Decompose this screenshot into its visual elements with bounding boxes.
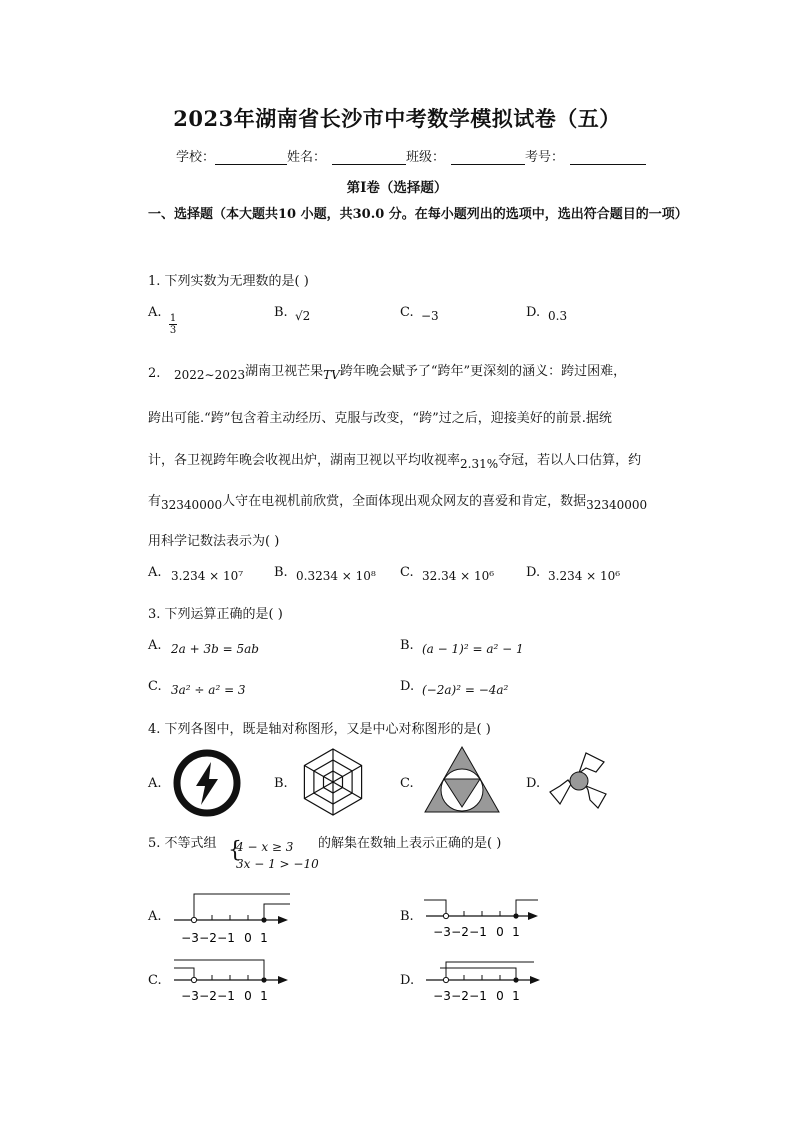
q2-text: 人守在电视机前欣赏，全面体现出观众网友的喜爱和肯定，数据	[222, 494, 587, 509]
q5-option-a-label: A.	[148, 909, 162, 924]
q2-text: 跨年晚会赋予了“跨年”更深刻的涵义：跨过困难，	[339, 364, 627, 379]
q4-stem: 4. 下列各图中，既是轴对称图形，又是中心对称图形的是( )	[148, 722, 491, 737]
q5-option-c-label: C.	[148, 973, 162, 988]
tick-label: −3	[181, 931, 199, 945]
q1-option-d-label: D.	[526, 305, 541, 320]
q1-option-a-fraction	[169, 313, 177, 336]
tick-label: −2	[451, 989, 469, 1003]
q2-option-c-value: 32.34 × 10⁶	[422, 569, 495, 583]
exam-no-label: 考号：	[525, 150, 565, 165]
q2-option-d-value: 3.234 × 10⁶	[548, 569, 621, 583]
tick-label: −2	[451, 925, 469, 939]
name-label: 姓名：	[287, 150, 327, 165]
q2-option-a-value: 3.234 × 10⁷	[171, 569, 244, 583]
q2-line-5: 用科学记数法表示为( )	[148, 534, 280, 549]
q2-rating: 2.31%	[460, 457, 499, 471]
q3-option-a-value: 2a + 3b = 5ab	[171, 642, 259, 656]
tick-label: −3	[181, 989, 199, 1003]
hexagon-web-icon	[297, 746, 369, 818]
fraction-denominator: 3	[169, 325, 177, 336]
q4-option-d-label: D.	[526, 776, 541, 791]
tick-label: −1	[217, 931, 235, 945]
q4-option-a-label: A.	[148, 776, 162, 791]
tick-label: −2	[199, 989, 217, 1003]
q5-inequality-2: 3x − 1 > −10	[236, 857, 319, 871]
q2-year-range: 2022∼2023	[174, 368, 246, 382]
q5-stem-end: 的解集在数轴上表示正确的是( )	[318, 836, 502, 851]
q3-stem: 3. 下列运算正确的是( )	[148, 607, 283, 622]
q3-option-d-label: D.	[400, 679, 415, 694]
tick-label: 1	[260, 989, 268, 1003]
tick-label: 1	[512, 989, 520, 1003]
q2-tv: TV	[323, 368, 340, 382]
q2-option-c-label: C.	[400, 565, 414, 580]
q3-option-a-label: A.	[148, 638, 162, 653]
q5-number-line-d	[420, 950, 550, 1010]
tick-label: 1	[260, 931, 268, 945]
q3-option-b-label: B.	[400, 638, 414, 653]
school-label: 学校：	[176, 150, 216, 165]
q5-number-line-c	[168, 950, 298, 1010]
q2-option-d-label: D.	[526, 565, 541, 580]
q2-text: 计，各卫视跨年晚会收视出炉，湖南卫视以平均收视率	[148, 453, 461, 468]
q2-line-2: 跨出可能.“跨”包含着主动经历、克服与改变，“跨”过之后，迎接美好的前景.据统	[148, 411, 612, 426]
fraction-numerator: 1	[169, 313, 177, 324]
tick-label: 0	[244, 931, 252, 945]
student-info-line	[176, 146, 646, 165]
tick-label: −2	[199, 931, 217, 945]
q5-inequality-1: 4 − x ≥ 3	[236, 840, 294, 854]
q1-option-b-label: B.	[274, 305, 288, 320]
exam-no-blank[interactable]	[570, 150, 646, 165]
q1-option-c-value: −3	[421, 309, 439, 323]
q2-number-value: 32340000	[161, 498, 223, 512]
school-blank[interactable]	[215, 150, 287, 165]
q4-option-b-label: B.	[274, 776, 288, 791]
q2-text: 夺冠，若以人口估算，约	[498, 453, 642, 468]
q2-option-a-label: A.	[148, 565, 162, 580]
tick-label: −1	[469, 925, 487, 939]
name-blank[interactable]	[332, 150, 406, 165]
q1-stem: 1. 下列实数为无理数的是( )	[148, 274, 309, 289]
q2-text: 湖南卫视芒果	[245, 364, 324, 379]
q2-option-b-value: 0.3234 × 10⁸	[296, 569, 376, 583]
q5-brace: {	[228, 838, 242, 863]
tick-label: 0	[244, 989, 252, 1003]
q2-number-value: 32340000	[586, 498, 648, 512]
q2-text: 有	[148, 494, 162, 509]
tick-label: −1	[217, 989, 235, 1003]
q2-line-1	[174, 360, 627, 382]
q5-stem-start: 5. 不等式组	[148, 836, 217, 851]
q5-option-b-label: B.	[400, 909, 414, 924]
pinwheel-icon	[546, 748, 612, 814]
q2-number: 2.	[148, 366, 161, 381]
tick-label: 1	[512, 925, 520, 939]
q1-option-c-label: C.	[400, 305, 414, 320]
tick-label: −3	[433, 925, 451, 939]
q3-option-c-value: 3a² ÷ a² = 3	[171, 683, 246, 697]
q1-option-b-value: √2	[295, 309, 311, 323]
q5-number-line-a	[168, 886, 298, 946]
q2-line-3	[148, 449, 642, 471]
q3-option-b-value: (a − 1)² = a² − 1	[422, 642, 524, 656]
tick-label: 0	[496, 925, 504, 939]
q2-line-4	[148, 490, 648, 512]
tick-label: −3	[433, 989, 451, 1003]
class-label: 班级：	[406, 150, 446, 165]
triangle-circle-icon	[422, 744, 502, 816]
section-heading: 一、选择题（本大题共10 小题，共30.0 分。在每小题列出的选项中，选出符合题目的一项）	[148, 207, 688, 222]
q3-option-d-value: (−2a)² = −4a²	[422, 683, 509, 697]
q4-option-c-label: C.	[400, 776, 414, 791]
q3-option-c-label: C.	[148, 679, 162, 694]
class-blank[interactable]	[451, 150, 525, 165]
q1-option-a-label: A.	[148, 305, 162, 320]
q5-option-d-label: D.	[400, 973, 415, 988]
tick-label: −1	[469, 989, 487, 1003]
q5-number-line-b	[420, 886, 550, 946]
part-title: 第Ⅰ卷（选择题）	[346, 180, 448, 196]
lightning-circle-icon	[172, 748, 242, 818]
tick-label: 0	[496, 989, 504, 1003]
q2-option-b-label: B.	[274, 565, 288, 580]
q1-option-d-value: 0.3	[548, 309, 568, 323]
page-title: 2023年湖南省长沙市中考数学模拟试卷（五）	[173, 106, 621, 131]
